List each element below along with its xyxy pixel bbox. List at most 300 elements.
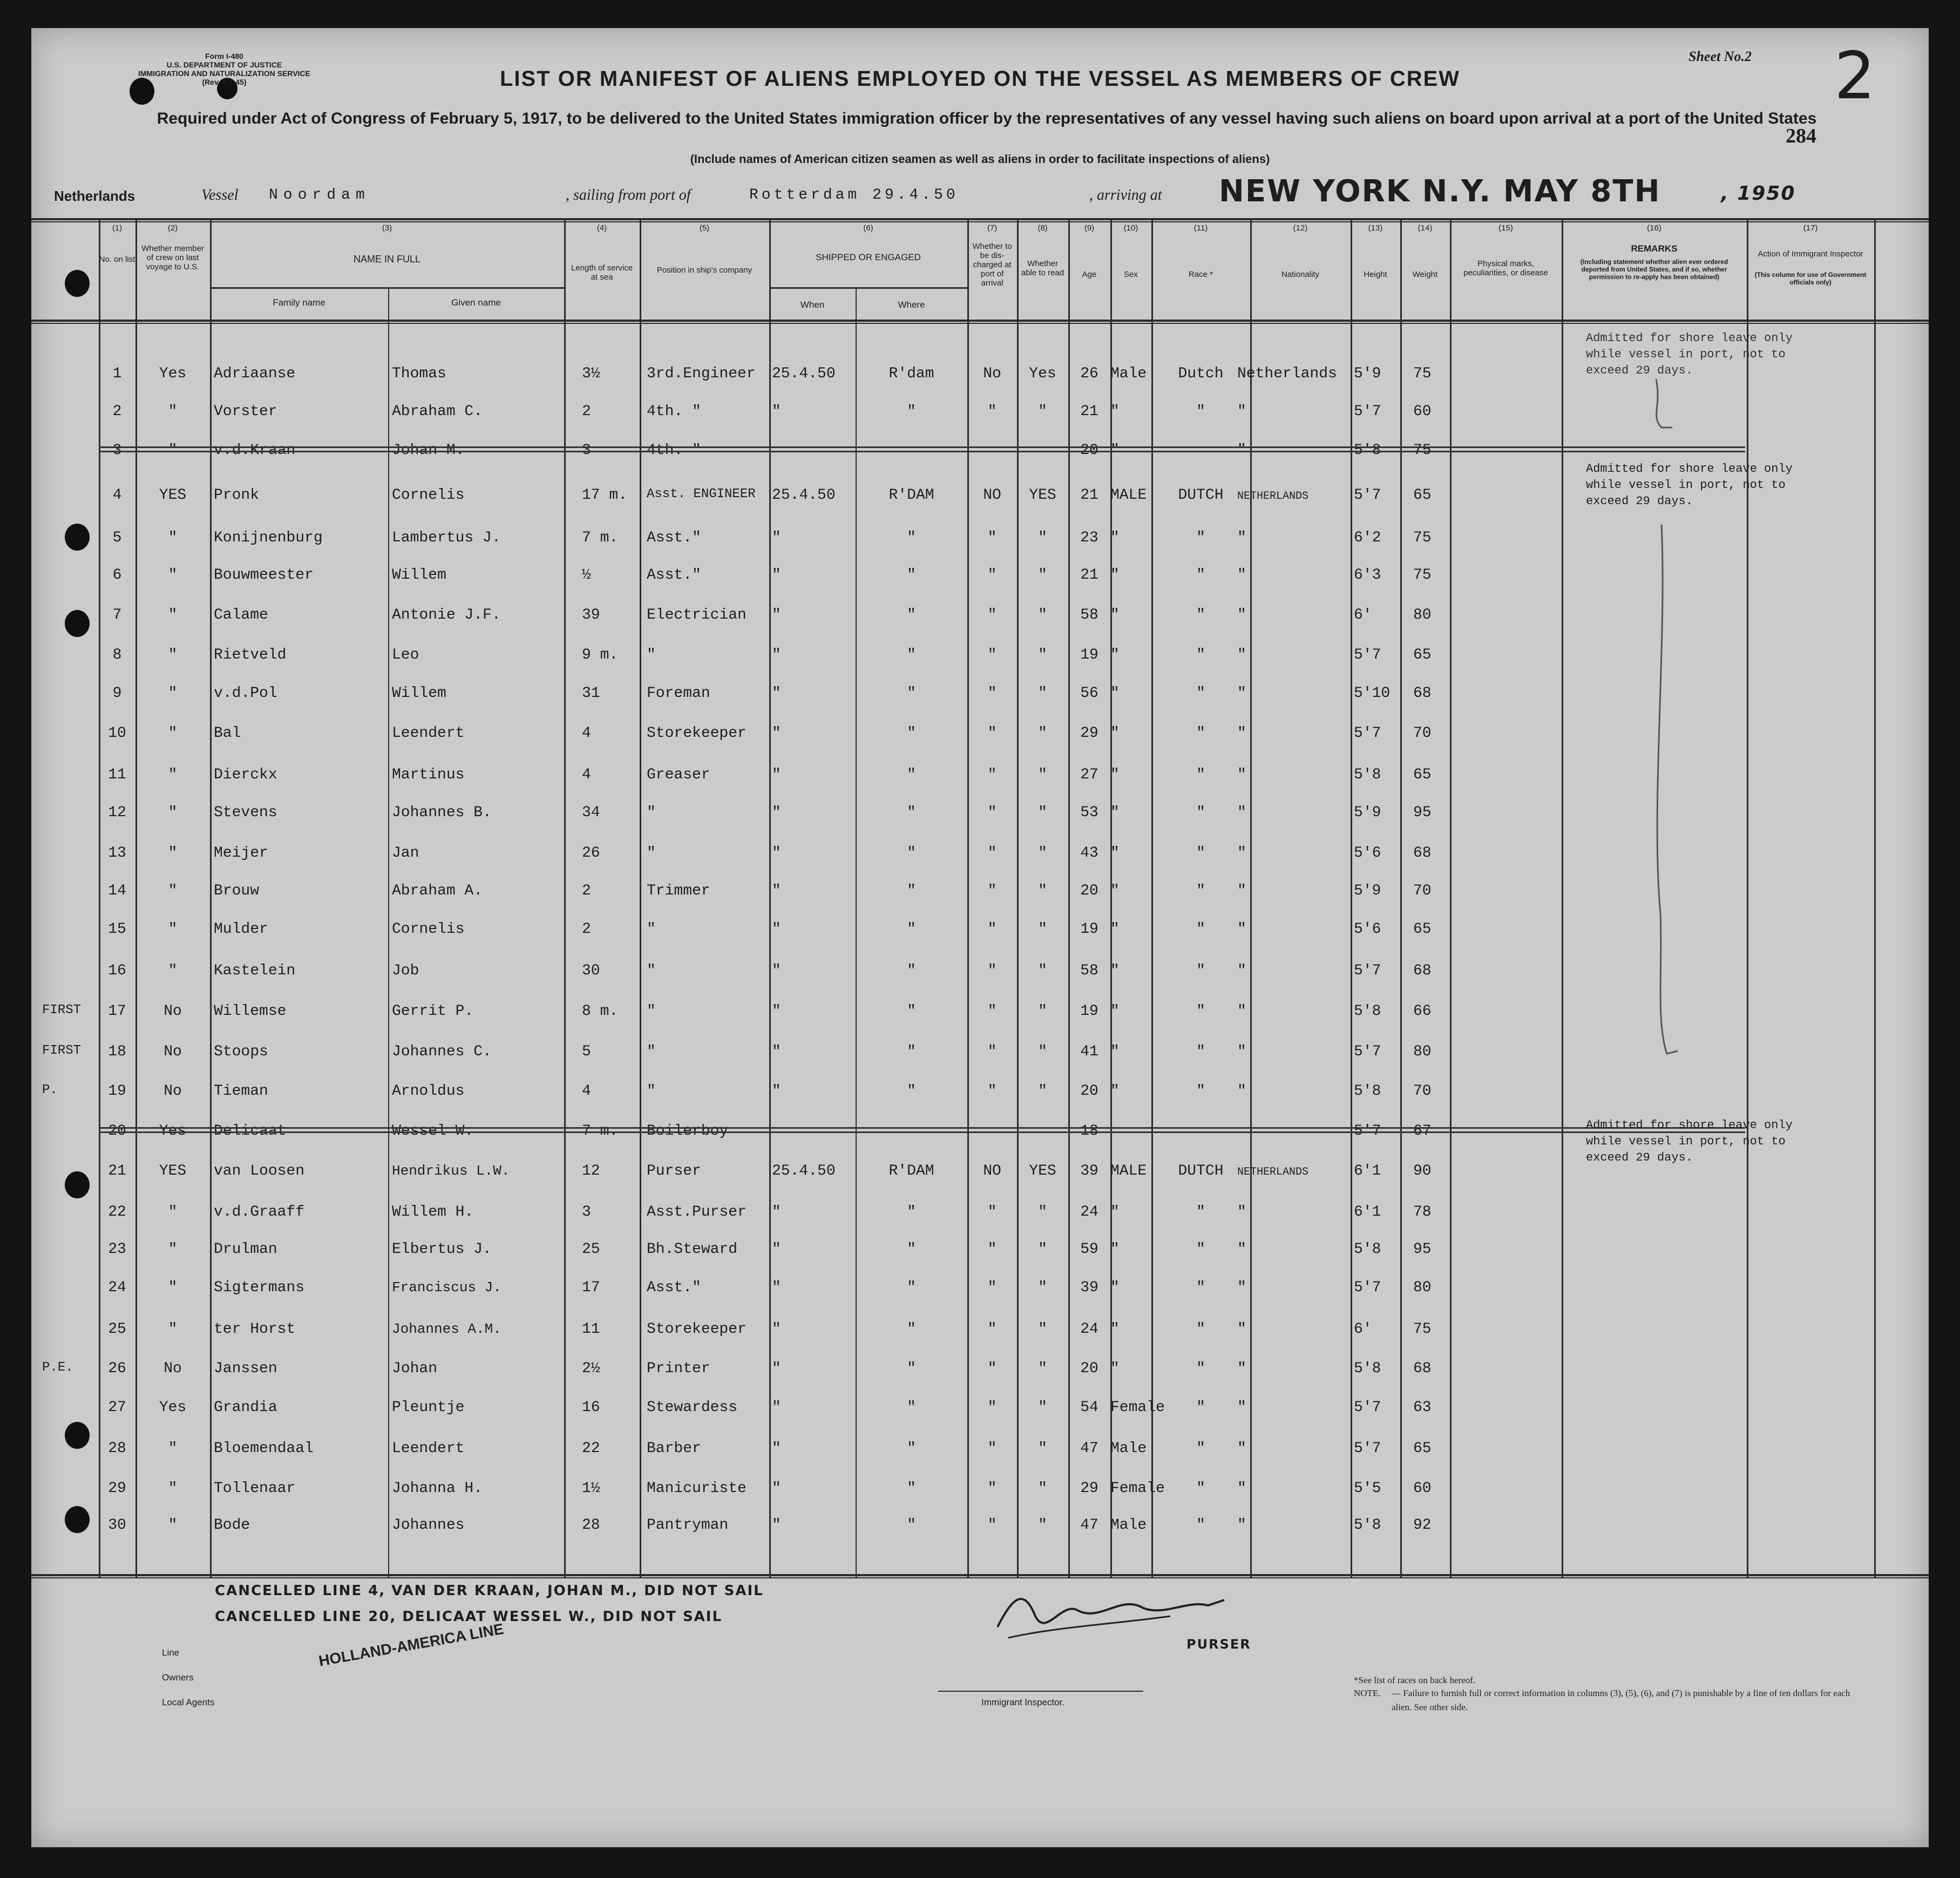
height: 5'7 — [1354, 647, 1381, 663]
sheet-number-handwritten: 2 — [1834, 39, 1876, 114]
previous-voyage: " — [168, 804, 178, 821]
family-name: van Loosen — [214, 1163, 305, 1179]
row-number: 28 — [108, 1440, 126, 1457]
shipped-when: " — [772, 1043, 781, 1060]
department: U.S. DEPARTMENT OF JUSTICE — [166, 60, 282, 69]
service-length: 25 — [582, 1241, 600, 1258]
service-length: 5 — [582, 1043, 591, 1060]
service-length: 1½ — [582, 1480, 600, 1497]
service-length: 7 m. — [582, 530, 619, 546]
able-to-read: " — [1038, 685, 1047, 702]
given-name: Martinus — [392, 767, 465, 783]
column-rule — [1874, 218, 1876, 1577]
shipped-when: " — [772, 1083, 781, 1100]
col14-header: Weight — [1412, 270, 1438, 279]
row-number: 30 — [108, 1517, 126, 1534]
manifest-mark: FIRST — [42, 1003, 82, 1018]
weight: 65 — [1413, 647, 1432, 663]
manifest-mark: P.E. — [42, 1360, 73, 1375]
column-rule — [769, 218, 771, 1577]
height: 5'9 — [1354, 365, 1381, 382]
age: 54 — [1080, 1399, 1098, 1416]
discharged: " — [987, 1517, 997, 1534]
vessel-label: Vessel — [201, 187, 239, 204]
shipped-where: " — [907, 607, 916, 623]
service-length: 2 — [582, 883, 591, 899]
position: 4th. " — [647, 403, 701, 420]
col11-number: (11) — [1193, 223, 1208, 233]
given-name: Pleuntje — [392, 1399, 465, 1416]
discharged: " — [987, 845, 997, 862]
col6-header: SHIPPED OR ENGAGED — [816, 252, 921, 262]
given-name: Johan M. — [392, 442, 465, 459]
given-name: Willem — [392, 685, 446, 702]
nationality: " — [1237, 403, 1246, 420]
nationality: " — [1237, 767, 1246, 783]
age: 21 — [1080, 487, 1098, 504]
shipped-when: " — [772, 403, 781, 420]
nationality: " — [1237, 1241, 1246, 1258]
discharged: " — [987, 767, 997, 783]
height: 5'9 — [1354, 883, 1381, 899]
shipped-where: " — [907, 1399, 916, 1416]
race: " — [1196, 1321, 1205, 1338]
discharged: " — [987, 921, 997, 938]
row-number: 8 — [112, 647, 122, 663]
weight: 90 — [1413, 1163, 1432, 1179]
col4-header: Length of service at sea — [571, 263, 633, 282]
height: 5'8 — [1354, 1083, 1381, 1100]
family-name: Kastelein — [214, 962, 296, 979]
sailing-label: , sailing from port of — [566, 187, 691, 204]
weight: 65 — [1413, 921, 1432, 938]
race: " — [1196, 845, 1205, 862]
shipped-when: " — [772, 1440, 781, 1457]
able-to-read: " — [1038, 1399, 1047, 1416]
shipped-when: 25.4.50 — [772, 487, 836, 504]
age: 58 — [1080, 607, 1098, 623]
arriving-label: , arriving at — [1089, 187, 1162, 204]
col2-header: Whether member of crew on last voyage to U.S. — [141, 244, 204, 272]
position: Asst.Purser — [647, 1204, 747, 1221]
age: 19 — [1080, 647, 1098, 663]
height: 5'8 — [1354, 442, 1381, 459]
table-top-border — [31, 218, 1929, 220]
row-number: 2 — [112, 403, 122, 420]
shipped-where: " — [907, 1480, 916, 1497]
given-name: Cornelis — [392, 487, 465, 504]
subcolumn-rule — [388, 287, 389, 1577]
discharged: " — [987, 403, 997, 420]
race: " — [1196, 1204, 1205, 1221]
sex: " — [1110, 442, 1120, 459]
nationality: " — [1237, 883, 1246, 899]
weight: 66 — [1413, 1003, 1432, 1020]
race: DUTCH — [1178, 487, 1224, 504]
given-name: Johannes B. — [392, 804, 492, 821]
sex: " — [1110, 883, 1120, 899]
shipped-when: 25.4.50 — [772, 365, 836, 382]
given-name: Abraham A. — [392, 883, 483, 899]
age: 21 — [1080, 567, 1098, 584]
height: 5'7 — [1354, 1279, 1381, 1296]
age: 18 — [1080, 1123, 1098, 1140]
given-name: Franciscus J. — [392, 1279, 501, 1296]
position: " — [647, 647, 656, 663]
discharged: " — [987, 647, 997, 663]
height: 6'2 — [1354, 530, 1381, 546]
previous-voyage: " — [168, 530, 178, 546]
race: " — [1196, 647, 1205, 663]
arrival-port: NEW YORK N.Y. MAY 8TH — [1219, 174, 1661, 209]
sex: " — [1110, 1279, 1120, 1296]
shipped-where: " — [907, 1360, 916, 1377]
weight: 80 — [1413, 1279, 1432, 1296]
position: Pantryman — [647, 1517, 729, 1534]
discharged: " — [987, 607, 997, 623]
height: 6' — [1354, 1321, 1372, 1338]
row-number: 29 — [108, 1480, 126, 1497]
race: " — [1196, 1517, 1205, 1534]
discharged: " — [987, 962, 997, 979]
family-name: v.d.Graaff — [214, 1204, 305, 1221]
discharged: " — [987, 1043, 997, 1060]
age: 19 — [1080, 921, 1098, 938]
row-number: 3 — [112, 442, 122, 459]
nationality: " — [1237, 1360, 1246, 1377]
able-to-read: Yes — [1029, 365, 1056, 382]
holland-america-stamp: HOLLAND-AMERICA LINE — [317, 1620, 505, 1670]
nationality: " — [1237, 804, 1246, 821]
able-to-read: YES — [1029, 1163, 1056, 1179]
previous-voyage: " — [168, 1279, 178, 1296]
nationality: " — [1237, 921, 1246, 938]
nationality: " — [1237, 647, 1246, 663]
discharged: " — [987, 1279, 997, 1296]
row-number: 20 — [108, 1123, 126, 1140]
sex: " — [1110, 921, 1120, 938]
shipped-where: " — [907, 1321, 916, 1338]
departure-port: Rotterdam 29.4.50 — [749, 187, 959, 204]
service-length: 4 — [582, 725, 591, 742]
sex: " — [1110, 647, 1120, 663]
family-name: Calame — [214, 607, 268, 623]
family-name: Bouwmeester — [214, 567, 314, 584]
nationality: " — [1237, 567, 1246, 584]
age: 39 — [1080, 1163, 1098, 1179]
height: 6' — [1354, 607, 1372, 623]
height: 6'1 — [1354, 1204, 1381, 1221]
weight: 65 — [1413, 767, 1432, 783]
service-length: 30 — [582, 962, 600, 979]
family-name: Bode — [214, 1517, 250, 1534]
sex: " — [1110, 1241, 1120, 1258]
position: Manicuriste — [647, 1480, 747, 1497]
able-to-read: " — [1038, 1083, 1047, 1100]
row-number: 18 — [108, 1043, 126, 1060]
position: Printer — [647, 1360, 710, 1377]
race: " — [1196, 685, 1205, 702]
row-number: 23 — [108, 1241, 126, 1258]
race: " — [1196, 1399, 1205, 1416]
nationality: " — [1237, 530, 1246, 546]
sex: " — [1110, 1204, 1120, 1221]
sex: " — [1110, 1083, 1120, 1100]
given-name: Johannes A.M. — [392, 1321, 501, 1337]
row-number: 4 — [112, 487, 122, 504]
row-number: 27 — [108, 1399, 126, 1416]
height: 5'8 — [1354, 767, 1381, 783]
table-bottom-border — [31, 1574, 1929, 1576]
shipped-when: " — [772, 1003, 781, 1020]
given-name: Job — [392, 962, 419, 979]
able-to-read: " — [1038, 804, 1047, 821]
manifest-mark: FIRST — [42, 1043, 82, 1058]
col3-family-header: Family name — [273, 297, 325, 308]
discharged: " — [987, 804, 997, 821]
able-to-read: " — [1038, 1003, 1047, 1020]
column-rule — [1351, 218, 1352, 1577]
shipped-when: " — [772, 607, 781, 623]
cancellation-note-2: CANCELLED LINE 20, DELICAAT WESSEL W., DID NOT SAIL — [215, 1609, 723, 1625]
weight: 67 — [1413, 1123, 1432, 1140]
punch-hole — [65, 610, 90, 637]
nationality: " — [1237, 725, 1246, 742]
col11-header: Race * — [1188, 270, 1213, 279]
row-number: 22 — [108, 1204, 126, 1221]
col6-number: (6) — [863, 223, 873, 233]
col1-number: (1) — [112, 223, 123, 233]
weight: 75 — [1413, 442, 1432, 459]
sex: Male — [1110, 1440, 1147, 1457]
service-length: 31 — [582, 685, 600, 702]
service-length: 7 m. — [582, 1123, 619, 1140]
able-to-read: " — [1038, 1279, 1047, 1296]
position: Boilerboy — [647, 1123, 729, 1140]
service-length: 39 — [582, 607, 600, 623]
able-to-read: " — [1038, 403, 1047, 420]
family-name: Drulman — [214, 1241, 277, 1258]
page-title: LIST OR MANIFEST OF ALIENS EMPLOYED ON THE VESSEL AS MEMBERS OF CREW — [499, 67, 1461, 91]
age: 39 — [1080, 1279, 1098, 1296]
discharged: NO — [983, 487, 1001, 504]
shipped-when: " — [772, 883, 781, 899]
sheet-number: Sheet No.2 — [1688, 49, 1752, 64]
able-to-read: " — [1038, 1321, 1047, 1338]
service-length: 12 — [582, 1163, 600, 1179]
able-to-read: " — [1038, 1043, 1047, 1060]
previous-voyage: " — [168, 1480, 178, 1497]
service-length: 3 — [582, 442, 591, 459]
able-to-read: " — [1038, 1440, 1047, 1457]
family-name: Vorster — [214, 403, 277, 420]
race: " — [1196, 962, 1205, 979]
column-rule — [1250, 218, 1252, 1577]
previous-voyage: " — [168, 403, 178, 420]
previous-voyage: " — [168, 1517, 178, 1534]
punch-hole — [65, 1506, 90, 1533]
col13-number: (13) — [1368, 223, 1383, 233]
weight: 60 — [1413, 1480, 1432, 1497]
row-number: 6 — [112, 567, 122, 584]
height: 5'7 — [1354, 1043, 1381, 1060]
shipped-where: " — [907, 530, 916, 546]
given-name: Wessel W. — [392, 1123, 474, 1140]
shipped-when: " — [772, 1360, 781, 1377]
discharged: " — [987, 1360, 997, 1377]
weight: 80 — [1413, 1043, 1432, 1060]
height: 5'9 — [1354, 804, 1381, 821]
sex: " — [1110, 530, 1120, 546]
nationality: " — [1237, 1517, 1246, 1534]
height: 5'10 — [1354, 685, 1391, 702]
nationality: " — [1237, 1003, 1246, 1020]
able-to-read: " — [1038, 1360, 1047, 1377]
arrival-year: , 1950 — [1721, 182, 1796, 205]
flag-country: Netherlands — [54, 188, 135, 204]
shipped-where: R'dam — [889, 365, 934, 382]
shipped-when: " — [772, 804, 781, 821]
able-to-read: " — [1038, 1517, 1047, 1534]
column-rule — [1747, 218, 1748, 1577]
stamp-number: 284 — [1786, 125, 1816, 147]
weight: 68 — [1413, 685, 1432, 702]
age: 20 — [1080, 883, 1098, 899]
able-to-read: " — [1038, 567, 1047, 584]
race: " — [1196, 1279, 1205, 1296]
vessel-name: Noordam — [269, 187, 370, 204]
shipped-when: 25.4.50 — [772, 1163, 836, 1179]
race: " — [1196, 804, 1205, 821]
revision: (Rev. 4-1-45) — [202, 78, 247, 86]
position: Stewardess — [647, 1399, 738, 1416]
age: 43 — [1080, 845, 1098, 862]
inspector-signature-line — [938, 1691, 1143, 1692]
sex: MALE — [1110, 1163, 1147, 1179]
race: " — [1196, 530, 1205, 546]
nationality: " — [1237, 685, 1246, 702]
shipped-where: " — [907, 962, 916, 979]
page-subtitle: Required under Act of Congress of February 5, 1917, to be delivered to the United States immigration officer by the representatives of any vessel having such aliens on board upon arrival at a port of the United States — [157, 110, 1817, 127]
row-number: 16 — [108, 962, 126, 979]
shipped-when: " — [772, 921, 781, 938]
position: Foreman — [647, 685, 710, 702]
family-name: Rietveld — [214, 647, 287, 663]
weight: 75 — [1413, 365, 1432, 382]
col10-number: (10) — [1123, 223, 1138, 233]
cancelled-row-3-line — [99, 446, 1745, 448]
shipped-where: " — [907, 685, 916, 702]
col7-header: Whether to be dis-charged at port of arrival — [972, 242, 1012, 288]
able-to-read: " — [1038, 921, 1047, 938]
position: Greaser — [647, 767, 710, 783]
family-name: Adriaanse — [214, 365, 296, 382]
row-number: 14 — [108, 883, 126, 899]
age: 27 — [1080, 767, 1098, 783]
remark-group-1: Admitted for shore leave only while vessel in port, not to exceed 29 days. — [1586, 331, 1793, 377]
shipped-where: " — [907, 1043, 916, 1060]
sex: Male — [1110, 1517, 1147, 1534]
previous-voyage: " — [168, 685, 178, 702]
service-length: 17 — [582, 1279, 600, 1296]
col5-header: Position in ship's company — [656, 266, 752, 275]
able-to-read: " — [1038, 1480, 1047, 1497]
age: 26 — [1080, 365, 1098, 382]
previous-voyage: YES — [159, 487, 187, 504]
height: 5'7 — [1354, 725, 1381, 742]
given-name: Jan — [392, 845, 419, 862]
family-name: ter Horst — [214, 1321, 296, 1338]
height: 5'8 — [1354, 1241, 1381, 1258]
family-name: Bloemendaal — [214, 1440, 314, 1457]
races-footnote: *See list of races on back hereof. — [1354, 1675, 1476, 1685]
previous-voyage: Yes — [159, 1399, 187, 1416]
punch-hole — [65, 270, 90, 297]
discharged: " — [987, 1204, 997, 1221]
weight: 80 — [1413, 607, 1432, 623]
col12-header: Nationality — [1281, 270, 1320, 279]
row-number: 7 — [112, 607, 122, 623]
manifest-mark: P. — [42, 1083, 58, 1097]
service-length: 11 — [582, 1321, 600, 1338]
discharged: " — [987, 1440, 997, 1457]
sex: " — [1110, 804, 1120, 821]
previous-voyage: " — [168, 1321, 178, 1338]
age: 47 — [1080, 1440, 1098, 1457]
service-length: 4 — [582, 767, 591, 783]
age: 24 — [1080, 1204, 1098, 1221]
discharged: " — [987, 530, 997, 546]
race: " — [1196, 725, 1205, 742]
age: 19 — [1080, 1003, 1098, 1020]
given-name: Arnoldus — [392, 1083, 465, 1100]
family-name: Stoops — [214, 1043, 268, 1060]
given-name: Willem H. — [392, 1204, 474, 1221]
cancellation-note-1: CANCELLED LINE 4, VAN DER KRAAN, JOHAN M., DID NOT SAIL — [215, 1583, 764, 1599]
weight: 68 — [1413, 962, 1432, 979]
shipped-when: " — [772, 1204, 781, 1221]
previous-voyage: Yes — [159, 1123, 187, 1140]
weight: 65 — [1413, 487, 1432, 504]
header-bottom-border-2 — [31, 323, 1929, 324]
shipped-where: " — [907, 1083, 916, 1100]
previous-voyage: " — [168, 607, 178, 623]
race: " — [1196, 767, 1205, 783]
discharged: " — [987, 883, 997, 899]
age: 41 — [1080, 1043, 1098, 1060]
previous-voyage: " — [168, 1440, 178, 1457]
race: " — [1196, 1360, 1205, 1377]
sex: " — [1110, 607, 1120, 623]
header-bottom-border — [31, 320, 1929, 322]
col16-number: (16) — [1647, 223, 1661, 233]
col9-header: Age — [1082, 270, 1097, 279]
sex: Female — [1110, 1399, 1165, 1416]
name-subheader-line — [210, 287, 564, 289]
previous-voyage: " — [168, 921, 178, 938]
col6-when-header: When — [800, 300, 825, 310]
discharged: " — [987, 1241, 997, 1258]
able-to-read: " — [1038, 647, 1047, 663]
given-name: Leo — [392, 647, 419, 663]
given-name: Antonie J.F. — [392, 607, 501, 623]
shipped-when: " — [772, 845, 781, 862]
position: Asst." — [647, 567, 701, 584]
shipped-where: " — [907, 1241, 916, 1258]
row-number: 21 — [108, 1163, 126, 1179]
position: Storekeeper — [647, 725, 747, 742]
page-subnote: (Include names of American citizen seamen as well as aliens in order to facilitate inspections of aliens) — [690, 152, 1270, 166]
